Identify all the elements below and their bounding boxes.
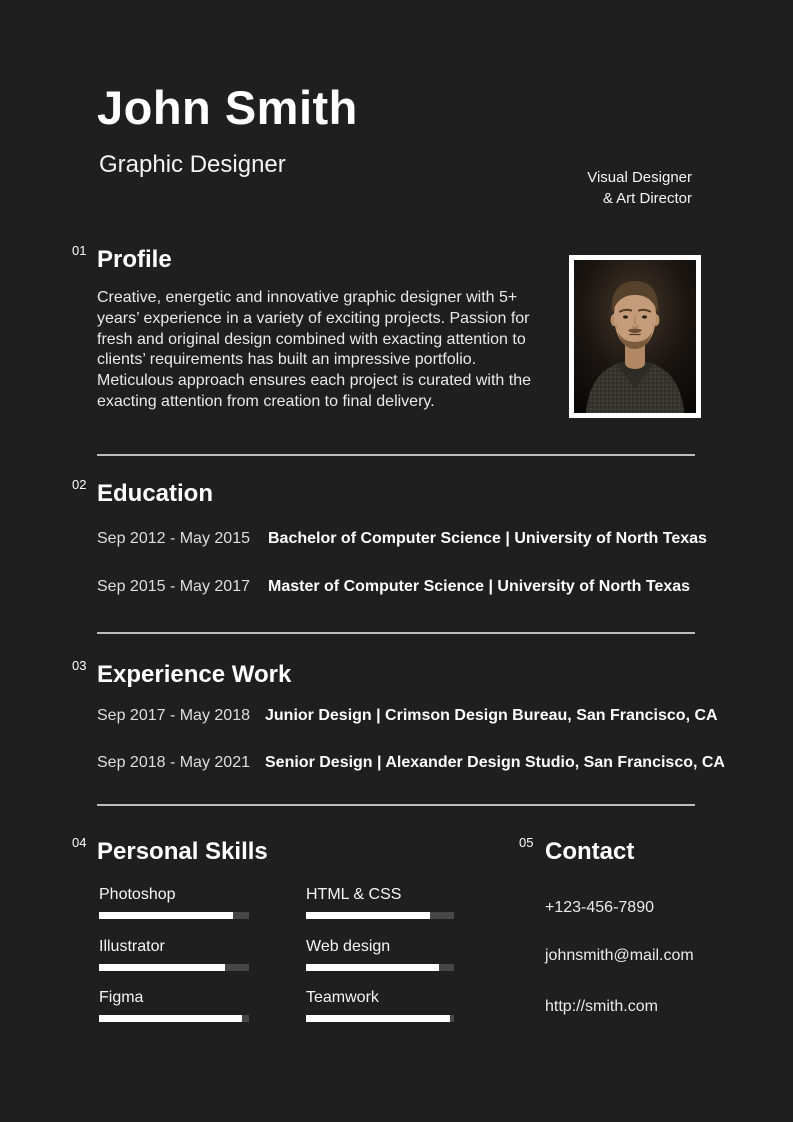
- portrait-photo-illustration: [574, 260, 696, 413]
- skill-bar-fill: [306, 912, 430, 919]
- experience-dates: Sep 2018 - May 2021: [97, 754, 250, 771]
- education-dates: Sep 2012 - May 2015: [97, 530, 250, 547]
- education-row: [97, 530, 707, 548]
- experience-role: Senior Design | Alexander Design Studio, San Francisco, CA: [265, 754, 725, 771]
- contact-website: http://smith.com: [545, 998, 658, 1015]
- education-section-number: 02: [72, 477, 87, 492]
- skill-label: Figma: [99, 989, 144, 1006]
- tagline-line-2: & Art Director: [602, 190, 692, 207]
- education-degree: Master of Computer Science | University of North Texas: [268, 578, 691, 595]
- skill-label: Teamwork: [306, 989, 379, 1006]
- skill-item-figma: [99, 989, 249, 1022]
- skill-bar-fill: [306, 964, 439, 971]
- skill-item-web-design: [306, 938, 454, 971]
- skill-bar-track: [306, 912, 454, 919]
- skill-bar-track: [99, 912, 249, 919]
- skill-bar-track: [306, 964, 454, 971]
- profile-photo: [569, 255, 701, 418]
- skills-section-heading: Personal Skills: [97, 838, 268, 865]
- experience-row: [97, 754, 725, 772]
- profile-section-heading: Profile: [97, 246, 172, 273]
- skill-bar-fill: [306, 1015, 450, 1022]
- person-job-title: Graphic Designer: [99, 151, 286, 178]
- experience-role: Junior Design | Crimson Design Bureau, San Francisco, CA: [265, 707, 718, 724]
- experience-dates: Sep 2017 - May 2018: [97, 707, 250, 724]
- contact-section-number: 05: [519, 835, 534, 850]
- profile-section-number: 01: [72, 243, 87, 258]
- person-name: John Smith: [97, 81, 358, 134]
- education-degree: Bachelor of Computer Science | University of North Texas: [268, 530, 707, 547]
- tagline-line-1: Visual Designer: [587, 169, 692, 186]
- skill-item-photoshop: [99, 886, 249, 919]
- tagline: [587, 167, 692, 209]
- skill-bar-track: [99, 964, 249, 971]
- education-row: [97, 578, 690, 596]
- skill-bar-track: [99, 1015, 249, 1022]
- experience-section-heading: Experience Work: [97, 661, 292, 688]
- skill-bar-track: [306, 1015, 454, 1022]
- skill-item-html-css: [306, 886, 454, 919]
- skill-item-teamwork: [306, 989, 454, 1022]
- contact-phone: +123-456-7890: [545, 899, 654, 916]
- skill-label: HTML & CSS: [306, 886, 402, 903]
- skill-bar-fill: [99, 912, 233, 919]
- skill-item-illustrator: [99, 938, 249, 971]
- skills-section-number: 04: [72, 835, 87, 850]
- skill-bar-fill: [99, 964, 225, 971]
- skill-label: Web design: [306, 938, 391, 955]
- contact-email: johnsmith@mail.com: [545, 947, 694, 964]
- section-divider-2: [97, 632, 695, 634]
- education-dates: Sep 2015 - May 2017: [97, 578, 250, 595]
- education-section-heading: Education: [97, 480, 214, 507]
- experience-section-number: 03: [72, 658, 87, 673]
- skill-label: Illustrator: [99, 938, 165, 955]
- profile-summary-text: Creative, energetic and innovative graphic designer with 5+ years’ experience in a variety of exciting projects. Passion for fresh and original design combined with exacting attention to clients’ requirements has built an impressive portfolio. Meticulous approach ensures each project is curated with the exacting attention from creation to final delivery.: [97, 289, 532, 410]
- section-divider-3: [97, 804, 695, 806]
- contact-section-heading: Contact: [545, 838, 635, 865]
- skill-bar-fill: [99, 1015, 242, 1022]
- skill-label: Photoshop: [99, 886, 176, 903]
- experience-row: [97, 707, 718, 725]
- section-divider-1: [97, 454, 695, 456]
